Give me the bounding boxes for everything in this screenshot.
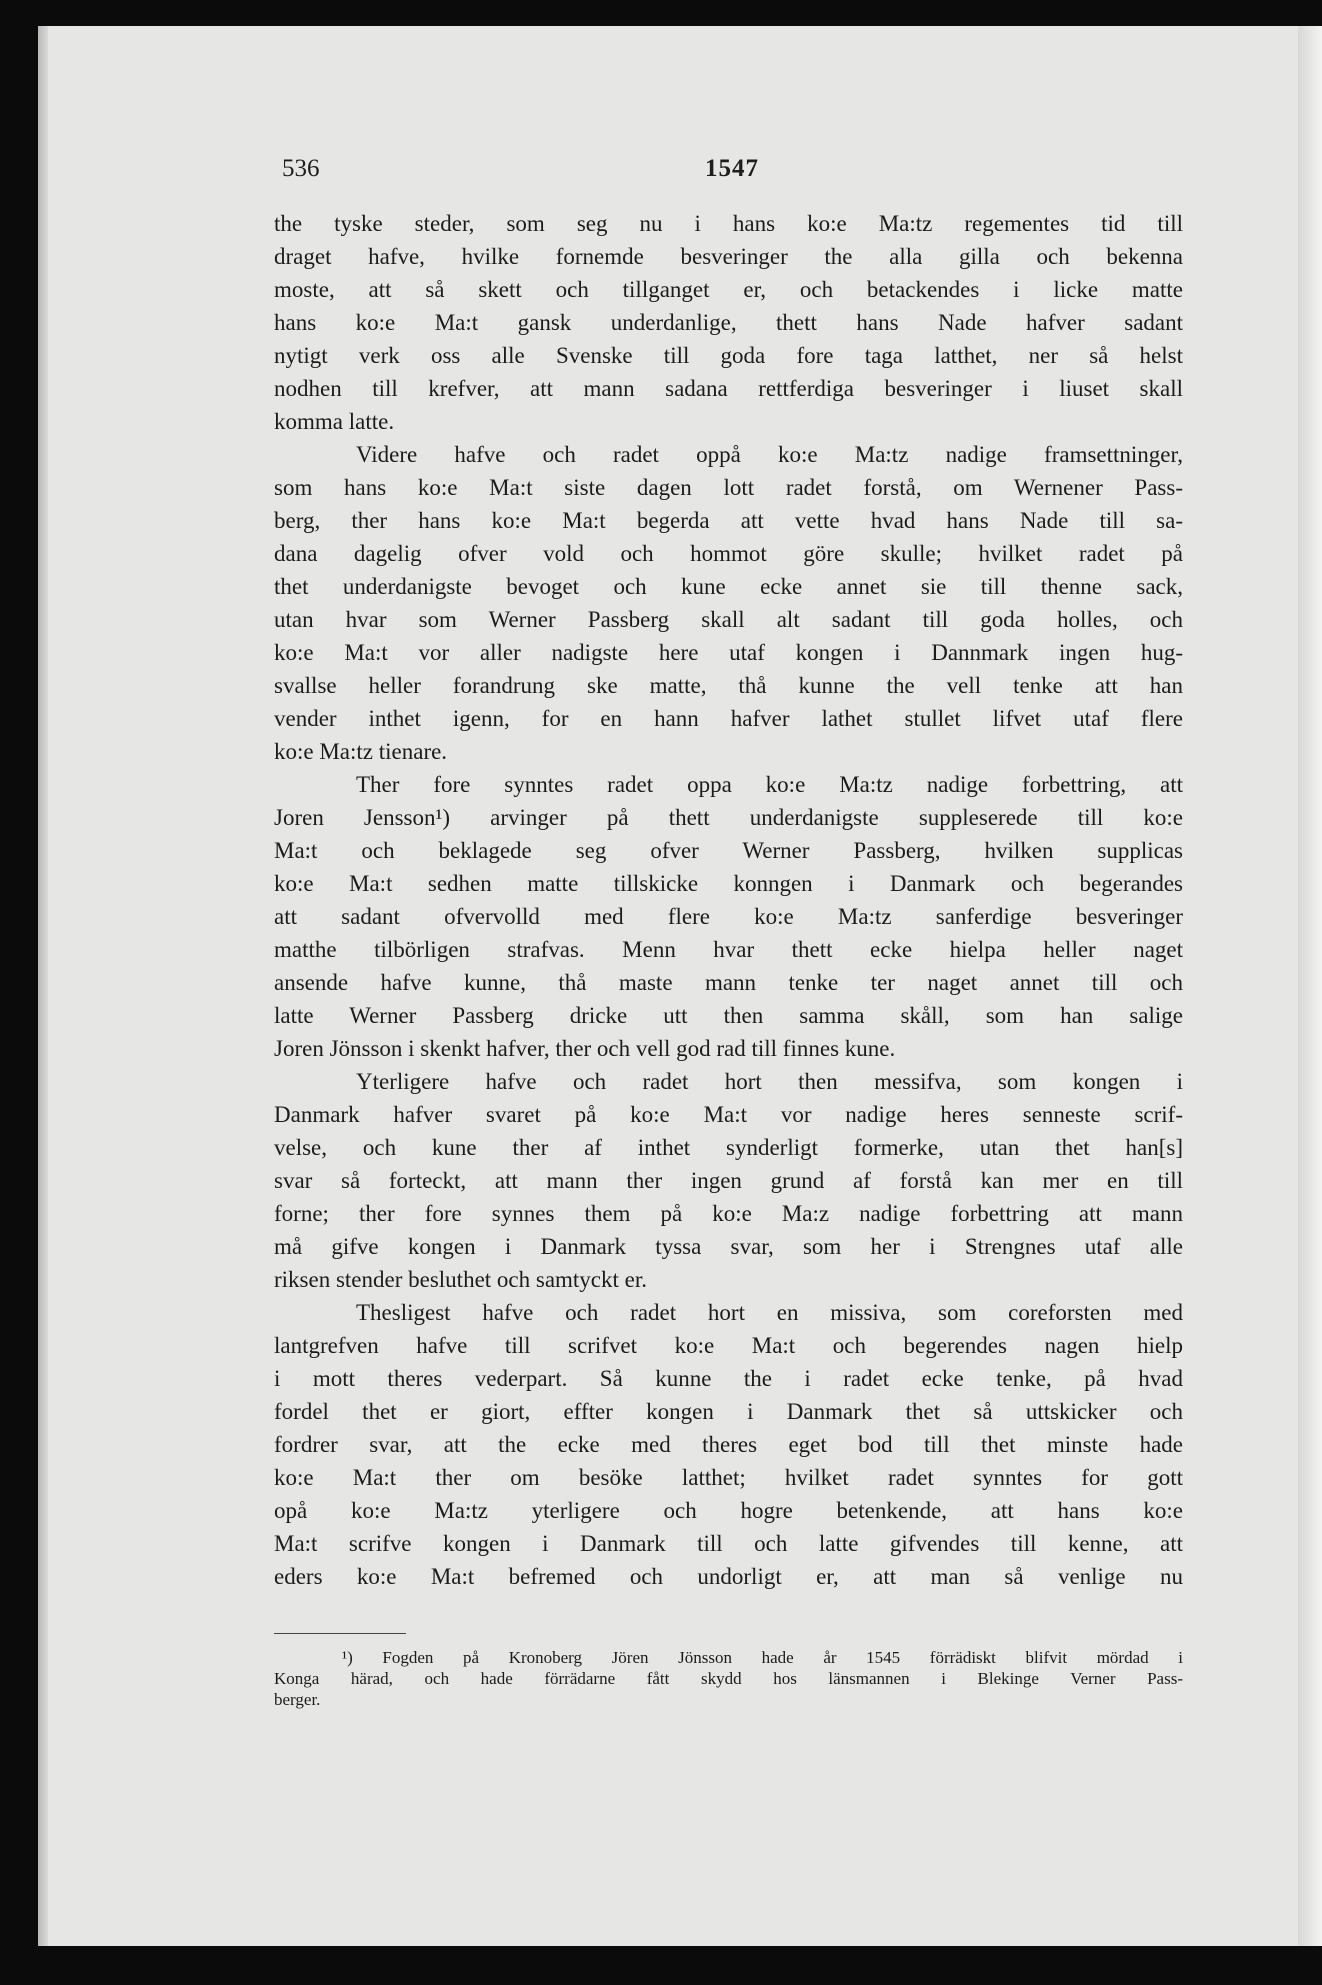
text-line: Ther fore synntes radet oppa ko:e Ma:tz nadige forbettring, att <box>356 772 1183 797</box>
text-line: Ma:t och beklagede seg ofver Werner Passberg, hvilken supplicas <box>274 838 1183 863</box>
text-line: ko:e Ma:t vor aller nadigste here utaf kongen i Dannmark ingen hug- <box>274 640 1183 665</box>
text-line: riksen stender besluthet och samtyckt er. <box>274 1267 648 1292</box>
footnote-line: Konga härad, och hade förrädarne fått skydd hos länsmannen i Blekinge Verner Pass- <box>274 1669 1183 1688</box>
text-line: ko:e Ma:tz tienare. <box>274 739 448 764</box>
page-header <box>282 155 1182 195</box>
text-line: ko:e Ma:t ther om besöke latthet; hvilket radet synntes for gott <box>274 1465 1183 1490</box>
text-line: velse, och kune ther af inthet synderligt formerke, utan thet han[s] <box>274 1135 1183 1160</box>
footnote <box>274 1647 1183 1710</box>
text-line: fordel thet er giort, effter kongen i Danmark thet så uttskicker och <box>274 1399 1183 1424</box>
page-right-edge <box>1298 26 1322 1946</box>
text-line: utan hvar som Werner Passberg skall alt sadant till goda holles, och <box>274 607 1183 632</box>
text-line: Joren Jönsson i skenkt hafver, ther och vell god rad till finnes kune. <box>274 1036 896 1061</box>
text-line: draget hafve, hvilke fornemde besveringer the alla gilla och bekenna <box>274 244 1183 269</box>
text-line: the tyske steder, som seg nu i hans ko:e Ma:tz regementes tid till <box>274 211 1183 236</box>
text-line: nodhen till krefver, att mann sadana rettferdiga besveringer i liuset skall <box>274 376 1183 401</box>
footnote-line: ¹) Fogden på Kronoberg Jören Jönsson hade år 1545 förrädiskt blifvit mördad i <box>342 1648 1183 1667</box>
text-line: berg, ther hans ko:e Ma:t begerda att vette hvad hans Nade till sa- <box>274 508 1183 533</box>
text-line: som hans ko:e Ma:t siste dagen lott radet forstå, om Wernener Pass- <box>274 475 1183 500</box>
text-line: må gifve kongen i Danmark tyssa svar, som her i Strengnes utaf alle <box>274 1234 1183 1259</box>
text-line: Yterligere hafve och radet hort then messifva, som kongen i <box>356 1069 1183 1094</box>
text-line: ko:e Ma:t sedhen matte tillskicke konngen i Danmark och begerandes <box>274 871 1183 896</box>
text-line: fordrer svar, att the ecke med theres eget bod till thet minste hade <box>274 1432 1183 1457</box>
body-text <box>274 207 1183 1593</box>
text-line: svar så forteckt, att mann ther ingen grund af forstå kan mer en till <box>274 1168 1183 1193</box>
text-line: Videre hafve och radet oppå ko:e Ma:tz nadige framsettninger, <box>356 442 1183 467</box>
text-line: dana dagelig ofver vold och hommot göre skulle; hvilket radet på <box>274 541 1183 566</box>
text-line: matthe tilbörligen strafvas. Menn hvar thett ecke hielpa heller naget <box>274 937 1183 962</box>
text-line: att sadant ofvervolld med flere ko:e Ma:tz sanferdige besveringer <box>274 904 1183 929</box>
text-line: Ma:t scrifve kongen i Danmark till och latte gifvendes till kenne, att <box>274 1531 1183 1556</box>
text-line: vender inthet igenn, for en hann hafver lathet stullet lifvet utaf flere <box>274 706 1183 731</box>
text-line: Danmark hafver svaret på ko:e Ma:t vor nadige heres senneste scrif- <box>274 1102 1183 1127</box>
page-number: 536 <box>282 155 320 182</box>
running-head-year: 1547 <box>705 155 759 182</box>
text-line: moste, att så skett och tillganget er, och betackendes i licke matte <box>274 277 1183 302</box>
text-line: svallse heller forandrung ske matte, thå kunne the vell tenke att han <box>274 673 1183 698</box>
text-line: Thesligest hafve och radet hort en missiva, som coreforsten med <box>356 1300 1183 1325</box>
text-line: i mott theres vederpart. Så kunne the i radet ecke tenke, på hvad <box>274 1366 1183 1391</box>
text-line: komma latte. <box>274 409 395 434</box>
text-line: latte Werner Passberg dricke utt then samma skåll, som han salige <box>274 1003 1183 1028</box>
text-line: eders ko:e Ma:t befremed och undorligt er, att man så venlige nu <box>274 1564 1183 1589</box>
text-line: nytigt verk oss alle Svenske till goda fore taga latthet, ner så helst <box>274 343 1183 368</box>
page-left-edge <box>38 26 48 1946</box>
text-line: thet underdanigste bevoget och kune ecke annet sie till thenne sack, <box>274 574 1183 599</box>
text-line: hans ko:e Ma:t gansk underdanlige, thett hans Nade hafver sadant <box>274 310 1183 335</box>
text-line: ansende hafve kunne, thå maste mann tenke ter naget annet till och <box>274 970 1183 995</box>
text-line: Joren Jensson¹) arvinger på thett underdanigste suppleserede till ko:e <box>274 805 1183 830</box>
footnote-rule <box>274 1633 406 1634</box>
text-line: forne; ther fore synnes them på ko:e Ma:z nadige forbettring att mann <box>274 1201 1183 1226</box>
footnote-line: berger. <box>274 1690 321 1709</box>
text-line: lantgrefven hafve till scrifvet ko:e Ma:t och begerendes nagen hielp <box>274 1333 1183 1358</box>
text-line: opå ko:e Ma:tz yterligere och hogre betenkende, att hans ko:e <box>274 1498 1183 1523</box>
